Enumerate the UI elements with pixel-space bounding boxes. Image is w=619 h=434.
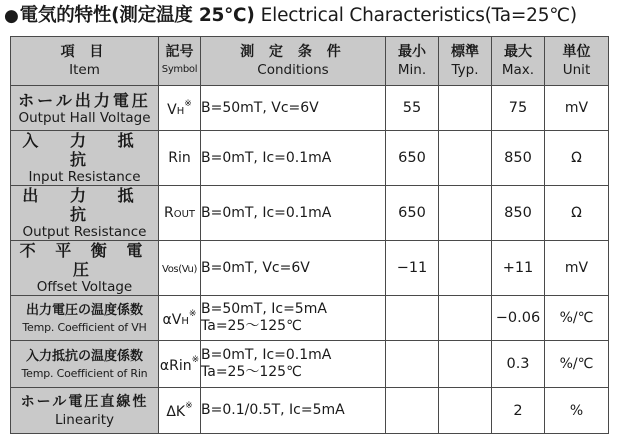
min-cell [386,388,439,434]
symbol-cell: αVH※ [159,296,201,341]
table-row [11,131,609,186]
symbol-cell: Rin [159,131,201,186]
item-cell: 入 力 抵 抗 Input Resistance [11,131,159,186]
unit-cell: %/℃ [545,296,609,341]
max-cell: −0.06 [492,296,545,341]
typ-cell [439,241,492,296]
min-cell: 650 [386,186,439,241]
min-cell [386,341,439,388]
table-row [11,186,609,241]
unit-cell: % [545,388,609,434]
symbol-cell: ΔK※ [159,388,201,434]
title-english: Electrical Characteristics(Ta=25℃) [260,5,577,26]
typ-cell [439,341,492,388]
condition-cell: B=0mT, Vc=6V [201,241,386,296]
header-typ: 標準 Typ. [439,37,492,86]
header-min: 最小 Min. [386,37,439,86]
page-title [4,3,577,29]
unit-cell: mV [545,86,609,131]
header-item: 項 目 Item [11,37,159,86]
min-cell: −11 [386,241,439,296]
max-cell: 850 [492,131,545,186]
unit-cell: Ω [545,131,609,186]
condition-cell: B=0mT, Ic=0.1mA [201,186,386,241]
unit-cell: mV [545,241,609,296]
min-cell: 650 [386,131,439,186]
max-cell: 2 [492,388,545,434]
table-row [11,388,609,434]
header-max: 最大 Max. [492,37,545,86]
header-row [11,37,609,86]
item-cell: 不 平 衡 電 圧 Offset Voltage [11,241,159,296]
bullet-icon: ● [4,6,19,26]
typ-cell [439,86,492,131]
unit-cell: Ω [545,186,609,241]
max-cell: 850 [492,186,545,241]
max-cell: +11 [492,241,545,296]
header-conditions: 測 定 条 件 Conditions [201,37,386,86]
condition-cell: B=50mT, Vc=6V [201,86,386,131]
condition-cell: B=50mT, Ic=5mA Ta=25〜125℃ [201,296,386,341]
symbol-cell: Vos(Vu) [159,241,201,296]
table-row [11,86,609,131]
typ-cell [439,131,492,186]
condition-cell: B=0mT, Ic=0.1mA Ta=25〜125℃ [201,341,386,388]
min-cell [386,296,439,341]
unit-cell: %/℃ [545,341,609,388]
symbol-cell: αRin※ [159,341,201,388]
condition-cell: B=0.1/0.5T, Ic=5mA [201,388,386,434]
item-cell: 出 力 抵 抗 Output Resistance [11,186,159,241]
condition-cell: B=0mT, Ic=0.1mA [201,131,386,186]
header-unit: 単位 Unit [545,37,609,86]
table-row [11,296,609,341]
electrical-characteristics-table [10,36,609,434]
typ-cell [439,186,492,241]
item-cell: ホール電圧直線性 Linearity [11,388,159,434]
typ-cell [439,296,492,341]
item-cell: 入力抵抗の温度係数 Temp. Coefficient of Rin [11,341,159,388]
max-cell: 0.3 [492,341,545,388]
header-symbol: 記号 Symbol [159,37,201,86]
symbol-cell: VH※ [159,86,201,131]
typ-cell [439,388,492,434]
max-cell: 75 [492,86,545,131]
symbol-cell: ROUT [159,186,201,241]
table-row [11,341,609,388]
min-cell: 55 [386,86,439,131]
title-japanese: 電気的特性(測定温度 25℃) [19,5,255,26]
table-row [11,241,609,296]
item-cell: 出力電圧の温度係数 Temp. Coefficient of VH [11,296,159,341]
item-cell: ホール出力電圧 Output Hall Voltage [11,86,159,131]
